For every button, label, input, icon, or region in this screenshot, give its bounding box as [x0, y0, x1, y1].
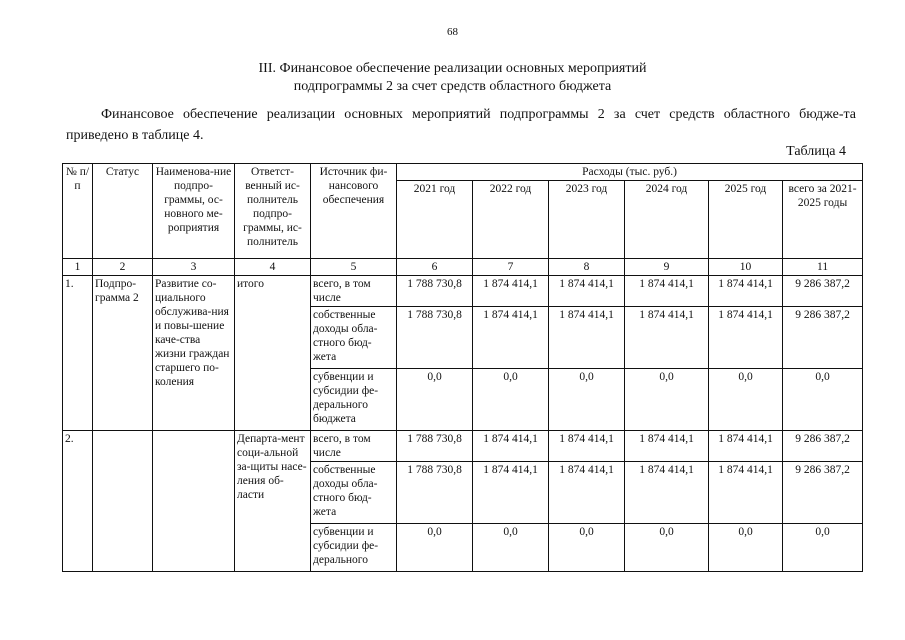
header-year: 2023 год [549, 181, 625, 259]
table-caption: Таблица 4 [786, 144, 846, 159]
cell-value: 1 874 414,1 [709, 276, 783, 307]
cell-value: 1 874 414,1 [625, 431, 709, 462]
cell-value: 0,0 [549, 524, 625, 572]
header-total: всего за 2021-2025 годы [783, 181, 863, 259]
row-status [93, 431, 153, 572]
cell-value: 9 286 387,2 [783, 276, 863, 307]
cell-value: 1 874 414,1 [709, 307, 783, 369]
cell-value: 9 286 387,2 [783, 431, 863, 462]
cell-value: 1 788 730,8 [397, 307, 473, 369]
header-row [63, 164, 863, 181]
row-status: Подпро-грамма 2 [93, 276, 153, 431]
header-year: 2024 год [625, 181, 709, 259]
header-year: 2022 год [473, 181, 549, 259]
cell-value: 1 874 414,1 [549, 307, 625, 369]
cell-value: 0,0 [709, 369, 783, 431]
col-index: 9 [625, 259, 709, 276]
col-index: 2 [93, 259, 153, 276]
header-expenses: Расходы (тыс. руб.) [397, 164, 863, 181]
row-no: 2. [63, 431, 93, 572]
col-index: 5 [311, 259, 397, 276]
row-source: собственные доходы обла-стного бюд-жета [311, 307, 397, 369]
cell-value: 0,0 [473, 369, 549, 431]
cell-value: 1 874 414,1 [473, 462, 549, 524]
row-source: всего, в том числе [311, 276, 397, 307]
header-year: 2021 год [397, 181, 473, 259]
cell-value: 1 874 414,1 [473, 431, 549, 462]
financing-table [62, 163, 863, 572]
col-index: 4 [235, 259, 311, 276]
header-no: № п/п [63, 164, 93, 259]
row-source: всего, в том числе [311, 431, 397, 462]
col-index: 10 [709, 259, 783, 276]
page-number: 68 [447, 26, 458, 38]
intro-paragraph: Финансовое обеспечение реализации основных мероприятий подпрограммы 2 за счет средств областного бюдже-та приведено в таблице 4. [66, 107, 856, 143]
row-name [153, 431, 235, 572]
section-title-line-1: III. Финансовое обеспечение реализации основных мероприятий [258, 61, 647, 76]
cell-value: 1 874 414,1 [625, 276, 709, 307]
cell-value: 1 874 414,1 [625, 462, 709, 524]
cell-value: 9 286 387,2 [783, 307, 863, 369]
cell-value: 0,0 [397, 369, 473, 431]
cell-value: 0,0 [549, 369, 625, 431]
cell-value: 1 874 414,1 [549, 276, 625, 307]
cell-value: 1 874 414,1 [709, 431, 783, 462]
row-source: субвенции и субсидии фе-дерального [311, 524, 397, 572]
row-responsible: Департа-мент соци-альной за-щиты насе-ления об-ласти [235, 431, 311, 572]
cell-value: 1 874 414,1 [625, 307, 709, 369]
cell-value: 1 788 730,8 [397, 462, 473, 524]
col-index: 7 [473, 259, 549, 276]
cell-value: 1 874 414,1 [549, 431, 625, 462]
col-index: 1 [63, 259, 93, 276]
header-name: Наименова-ние подпро-граммы, ос-новного ме-роприятия [153, 164, 235, 259]
row-source: субвенции и субсидии фе-дерального бюджета [311, 369, 397, 431]
cell-value: 1 788 730,8 [397, 276, 473, 307]
header-status: Статус [93, 164, 153, 259]
header-year: 2025 год [709, 181, 783, 259]
col-index: 6 [397, 259, 473, 276]
header-responsible: Ответст-венный ис-полнитель подпро-граммы, ис-полнитель [235, 164, 311, 259]
cell-value: 9 286 387,2 [783, 462, 863, 524]
cell-value: 0,0 [709, 524, 783, 572]
row-no: 1. [63, 276, 93, 431]
cell-value: 1 788 730,8 [397, 431, 473, 462]
cell-value: 1 874 414,1 [473, 276, 549, 307]
table-row [63, 431, 863, 462]
col-index: 11 [783, 259, 863, 276]
column-index-row [63, 259, 863, 276]
cell-value: 0,0 [397, 524, 473, 572]
cell-value: 0,0 [783, 369, 863, 431]
cell-value: 1 874 414,1 [473, 307, 549, 369]
row-source: собственные доходы обла-стного бюд-жета [311, 462, 397, 524]
row-responsible: итого [235, 276, 311, 431]
cell-value: 1 874 414,1 [549, 462, 625, 524]
section-title-line-2: подпрограммы 2 за счет средств областного бюджета [293, 79, 612, 94]
row-name: Развитие со-циального обслужива-ния и повы-шение каче-ства жизни граждан старшего по-коления [153, 276, 235, 431]
col-index: 8 [549, 259, 625, 276]
cell-value: 0,0 [625, 369, 709, 431]
table-row [63, 276, 863, 307]
col-index: 3 [153, 259, 235, 276]
cell-value: 0,0 [625, 524, 709, 572]
cell-value: 0,0 [473, 524, 549, 572]
header-source: Источник фи-нансового обеспечения [311, 164, 397, 259]
cell-value: 1 874 414,1 [709, 462, 783, 524]
cell-value: 0,0 [783, 524, 863, 572]
